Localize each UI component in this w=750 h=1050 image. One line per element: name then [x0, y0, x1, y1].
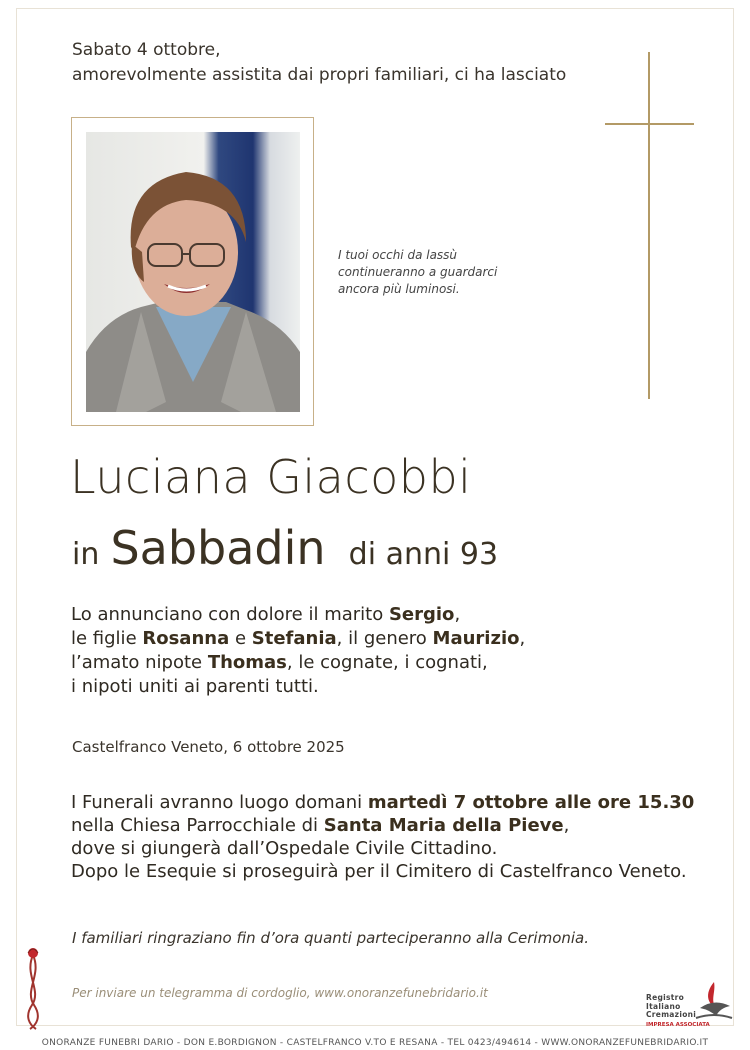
announcement-fragment: , il genero: [336, 628, 433, 649]
son-in-law-name: Maurizio: [432, 628, 520, 649]
announcement-line: i nipoti uniti ai parenti tutti.: [71, 676, 319, 697]
funeral-fragment: I Funerali avranno luogo domani: [71, 792, 368, 813]
funeral-datetime: martedì 7 ottobre alle ore 15.30: [367, 792, 695, 813]
announcement-fragment: e: [229, 628, 252, 649]
daughter-name: Stefania: [251, 628, 337, 649]
cross-icon: [648, 52, 650, 399]
grandson-name: Thomas: [207, 652, 287, 673]
funeral-details: [71, 791, 721, 883]
married-surname: Sabbadin: [110, 521, 326, 575]
flame-bird-icon: [694, 978, 734, 1026]
announcement-fragment: l’amato nipote: [71, 652, 208, 673]
funeral-line: Dopo le Esequie si proseguirà per il Cimitero di Castelfranco Veneto.: [71, 861, 687, 882]
husband-name: Sergio: [388, 604, 455, 625]
logo-line: Cremazioni: [646, 1010, 697, 1019]
announcement-fragment: , le cognate, i cognati,: [286, 652, 488, 673]
quote-line: I tuoi occhi da lassù: [338, 248, 458, 262]
announcement-fragment: Lo annunciano con dolore il marito: [71, 604, 389, 625]
ribbon-flower-icon: [20, 945, 46, 1034]
quote-line: continueranno a guardarci: [338, 265, 498, 279]
announcement-fragment: ,: [519, 628, 526, 649]
portrait-frame: [71, 117, 314, 426]
church-name: Santa Maria della Pieve: [323, 815, 564, 836]
married-name-line: [72, 519, 498, 588]
logo-line: Registro: [646, 993, 685, 1002]
intro-line: amorevolmente assistita dai propri familiari, ci ha lasciato: [72, 65, 567, 85]
funeral-line: [71, 791, 721, 814]
portrait-photo: [86, 132, 300, 412]
footer-contacts: ONORANZE FUNEBRI DARIO - DON E.BORDIGNON - CASTELFRANCO V.TO E RESANA - TEL 0423/494614 - WWW.ONORANZEFUNEBRIDARIO.IT: [41, 1038, 709, 1048]
funeral-line: [71, 814, 721, 837]
daughter-name: Rosanna: [142, 628, 230, 649]
announcement-line: [71, 603, 671, 627]
age-text: di anni 93: [348, 537, 499, 572]
telegram-link[interactable]: Per inviare un telegramma di cordoglio, www.onoranzefunebridario.it: [72, 986, 488, 1000]
announcement-fragment: ,: [454, 604, 461, 625]
in-label: in: [72, 537, 100, 572]
logo-subtitle: IMPRESA ASSOCIATA: [646, 1022, 710, 1028]
cremation-registry-logo: [644, 978, 736, 1034]
funeral-fragment: nella Chiesa Parrocchiale di: [71, 815, 324, 836]
intro-line: Sabato 4 ottobre,: [72, 40, 221, 60]
intro-text: [72, 38, 632, 88]
deceased-name: Luciana Giacobbi: [70, 450, 472, 504]
announcement-fragment: le figlie: [71, 628, 143, 649]
announcement-line: [71, 627, 671, 651]
place-date: Castelfranco Veneto, 6 ottobre 2025: [72, 738, 345, 756]
announcement-text: [71, 603, 671, 699]
quote-line: ancora più luminosi.: [338, 282, 460, 296]
thanks-text: I familiari ringraziano fin d’ora quanti parteciperanno alla Cerimonia.: [72, 929, 590, 947]
funeral-line: dove si giungerà dall’Ospedale Civile Cittadino.: [71, 838, 498, 859]
logo-line: Italiano: [646, 1001, 681, 1011]
memorial-quote: [338, 247, 538, 298]
announcement-line: [71, 651, 671, 675]
cross-icon-bar: [605, 123, 694, 125]
funeral-fragment: ,: [563, 815, 570, 836]
